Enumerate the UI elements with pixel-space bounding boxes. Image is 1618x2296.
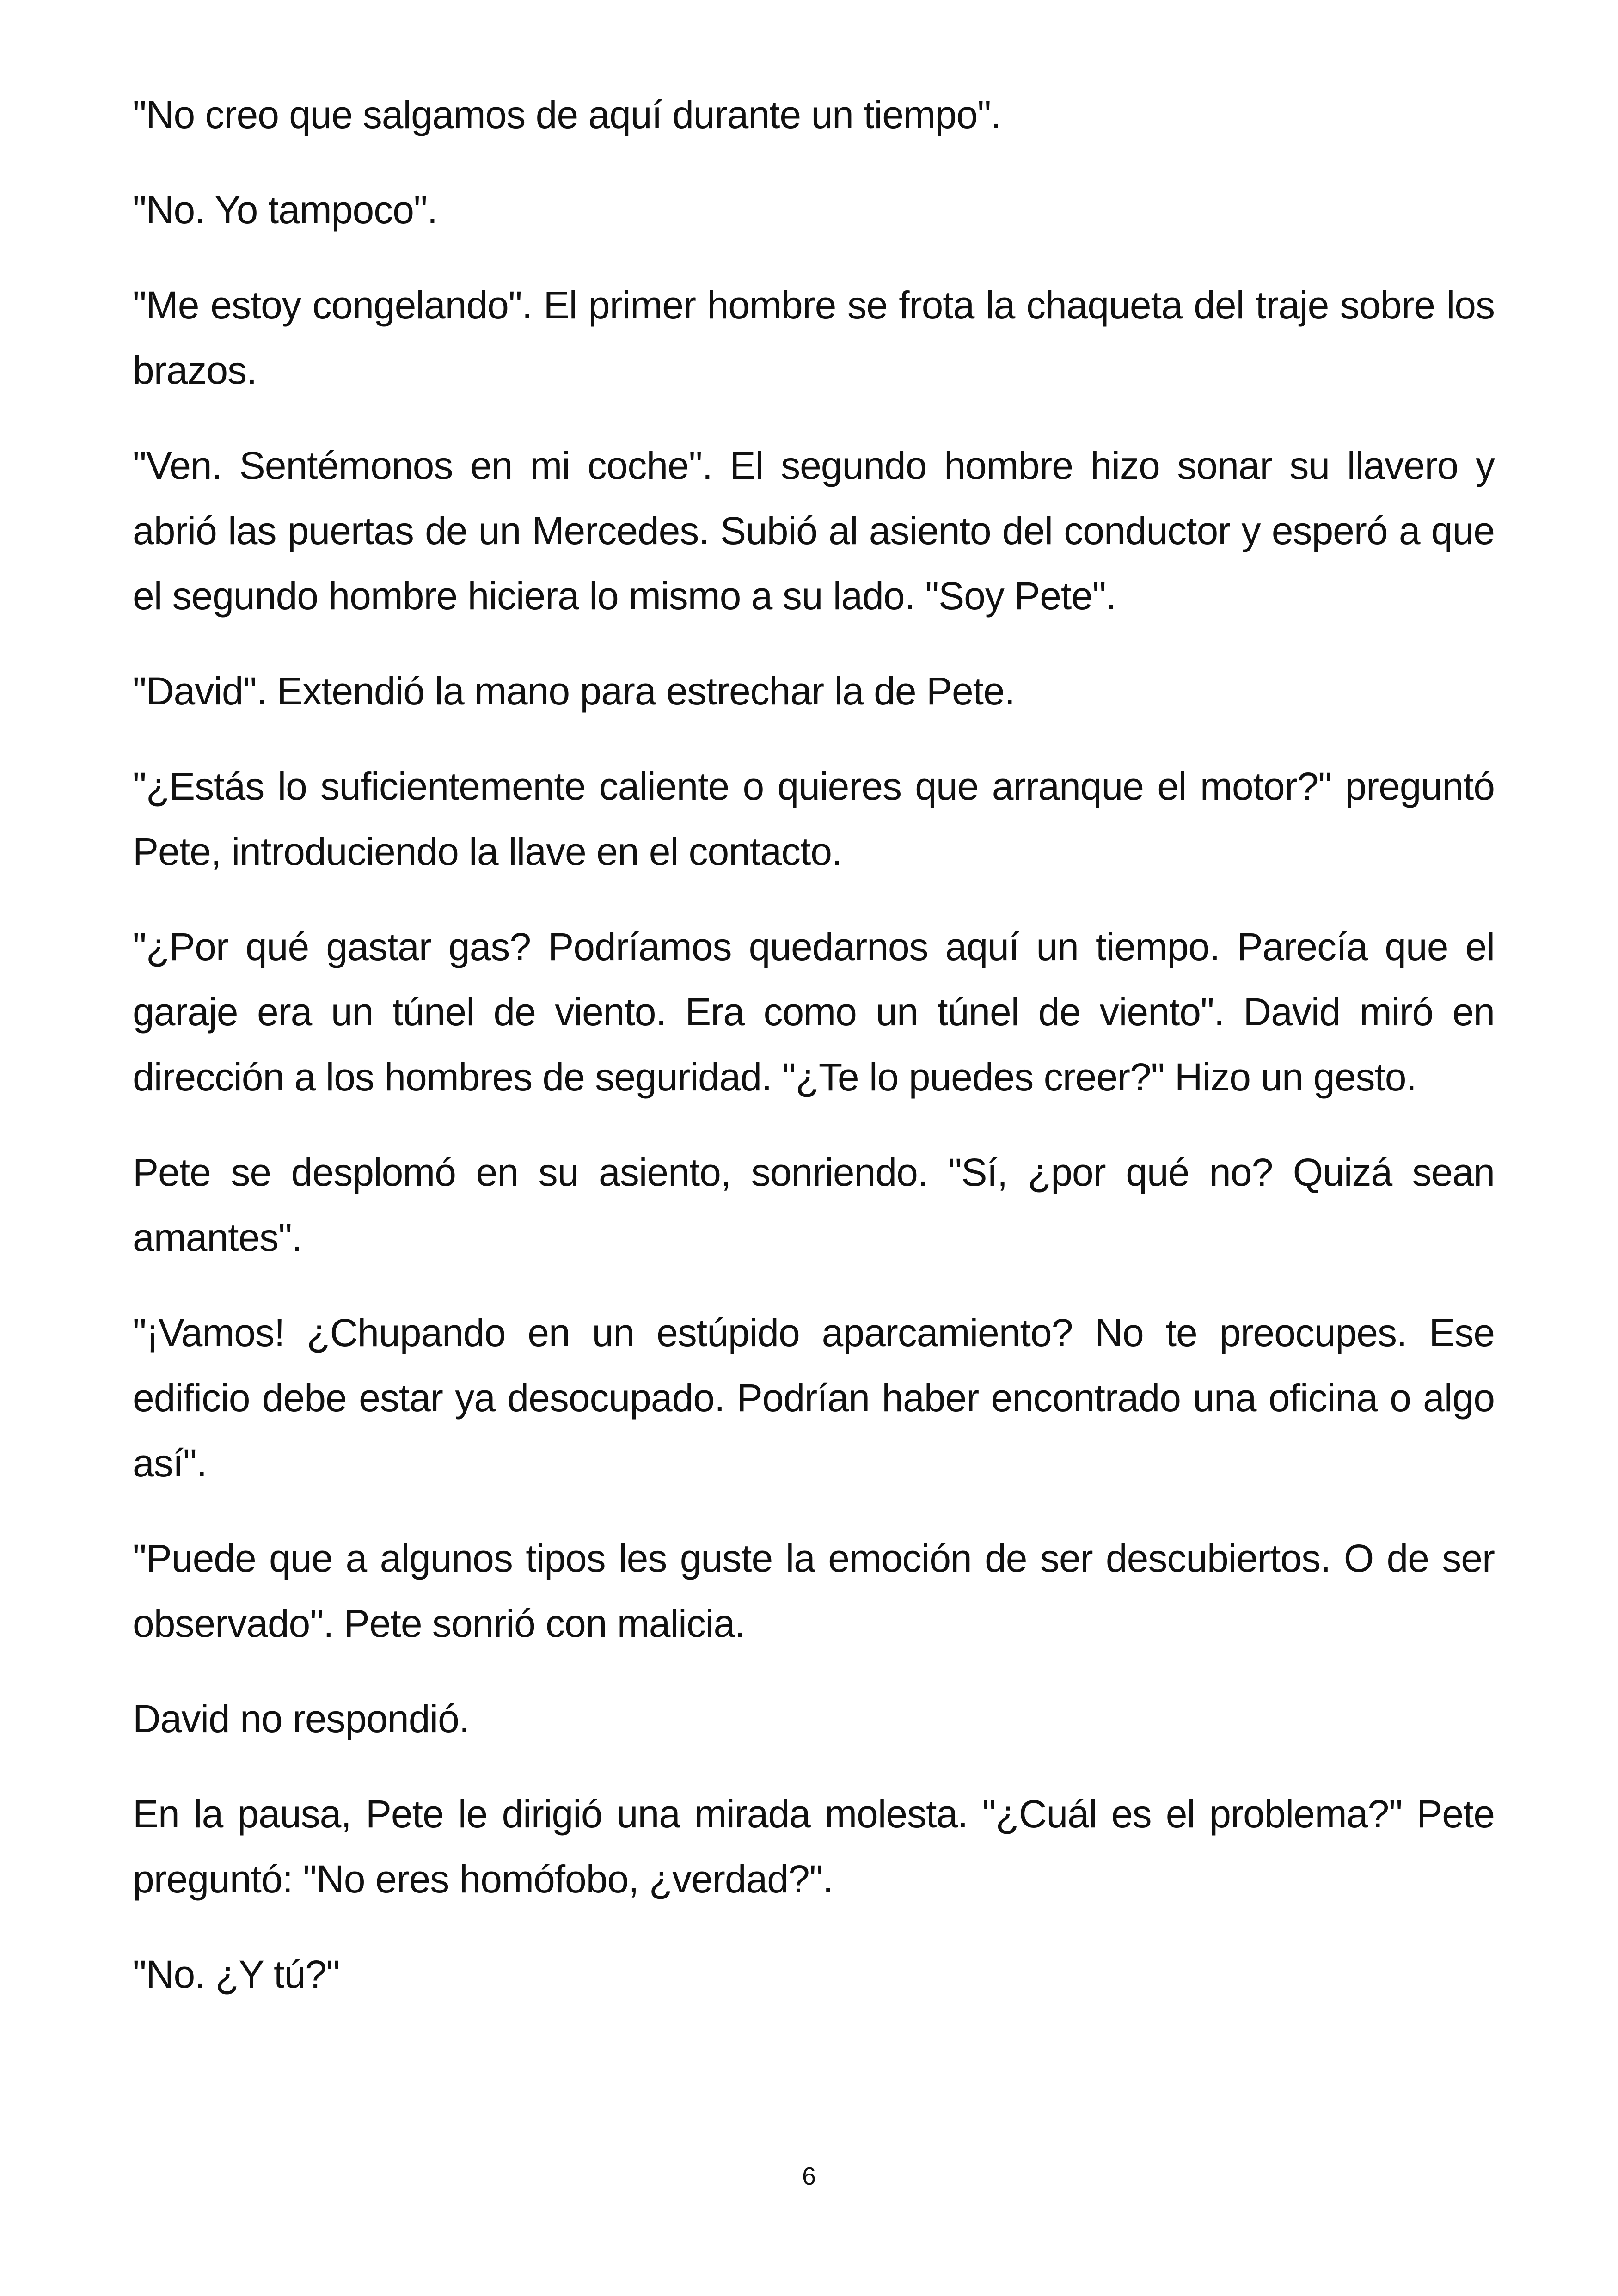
paragraph: "No. Yo tampoco". [133,188,438,232]
paragraph: "No creo que salgamos de aquí durante un tiempo". [133,93,1001,136]
paragraph: "¡Vamos! ¿Chupando en un estúpido aparcamiento? No te preocupes. Ese edificio debe estar ya desocupado. Podrían haber encontrado una oficina o algo así". [133,1311,1495,1485]
body-text [133,82,1495,2037]
page-number: 6 [802,2162,816,2190]
paragraph: "Ven. Sentémonos en mi coche". El segundo hombre hizo sonar su llavero y abrió las puertas de un Mercedes. Subió al asiento del conductor y esperó a que el segundo hombre hiciera lo mismo a su lado. "Soy Pete". [133,444,1495,618]
paragraph: "No. ¿Y tú?" [133,1953,340,1996]
paragraph: "¿Por qué gastar gas? Podríamos quedarnos aquí un tiempo. Parecía que el garaje era un túnel de viento. Era como un túnel de viento". David miró en dirección a los hombres de seguridad. "¿Te lo puedes creer?" Hizo un gesto. [133,925,1495,1099]
paragraph: David no respondió. [133,1697,470,1740]
paragraph: "Puede que a algunos tipos les guste la emoción de ser descubiertos. O de ser observado". Pete sonrió con malicia. [133,1537,1495,1645]
paragraph: "¿Estás lo suficientemente caliente o quieres que arranque el motor?" preguntó Pete, introduciendo la llave en el contacto. [133,765,1495,873]
paragraph: Pete se desplomó en su asiento, sonriendo. "Sí, ¿por qué no? Quizá sean amantes". [133,1151,1495,1259]
paragraph: "David". Extendió la mano para estrechar la de Pete. [133,669,1015,713]
paragraph: "Me estoy congelando". El primer hombre se frota la chaqueta del traje sobre los brazos. [133,283,1495,392]
paragraph: En la pausa, Pete le dirigió una mirada molesta. "¿Cuál es el problema?" Pete preguntó: "No eres homófobo, ¿verdad?". [133,1792,1495,1901]
